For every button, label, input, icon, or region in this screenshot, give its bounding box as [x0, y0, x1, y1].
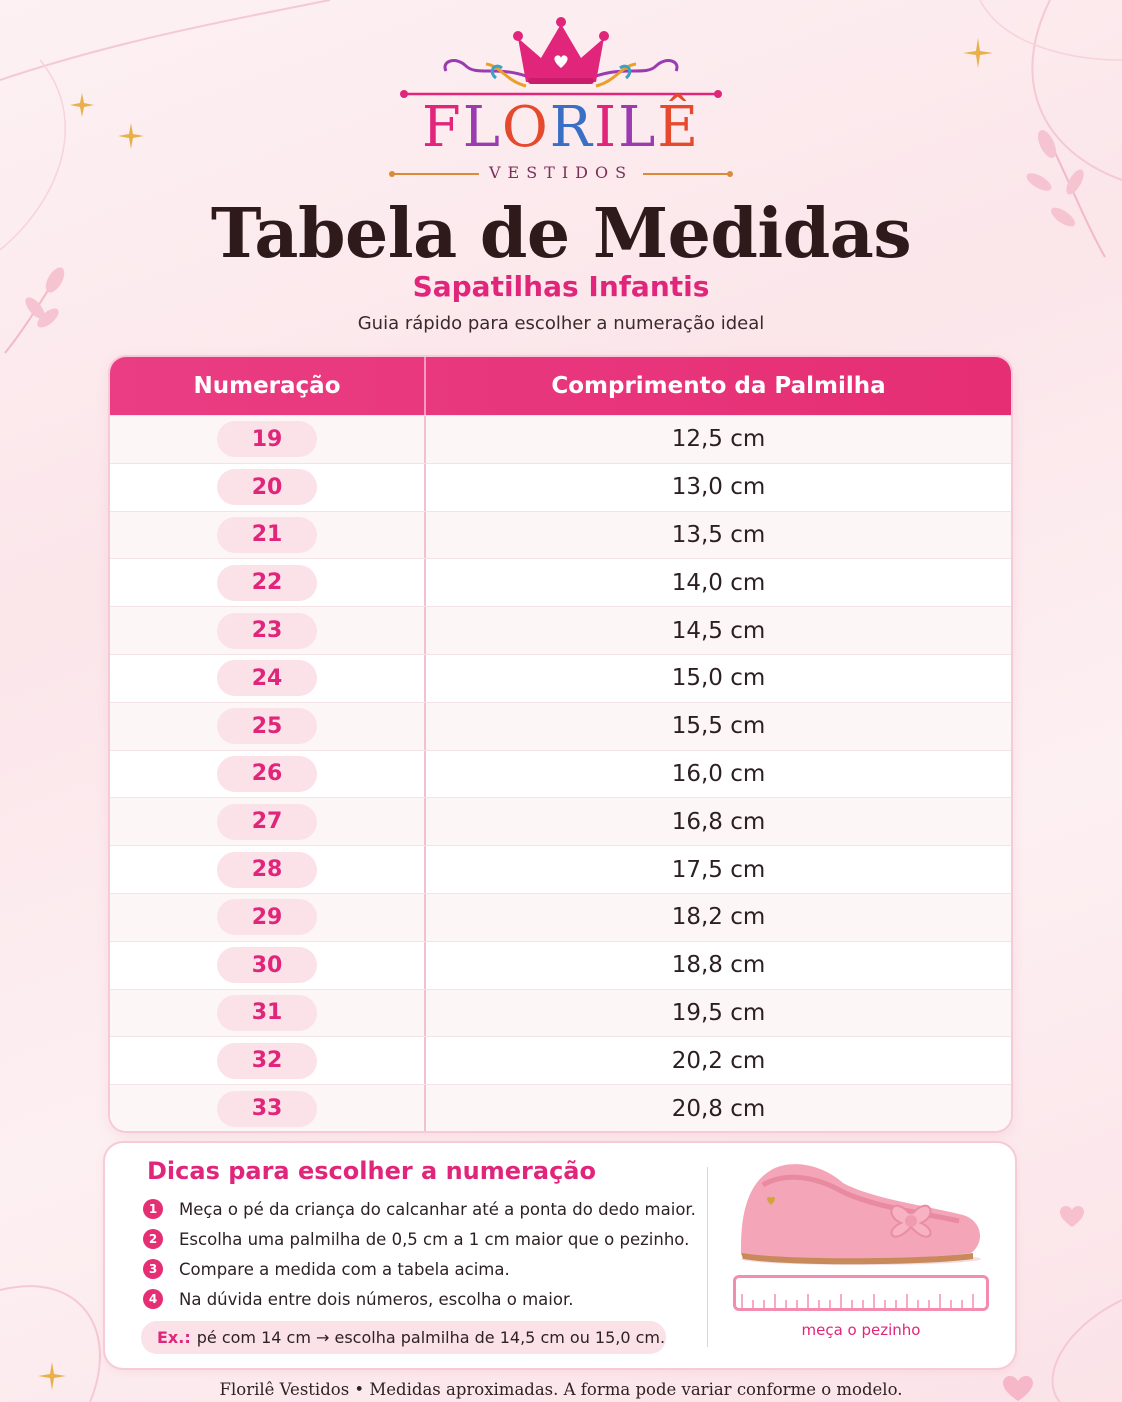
- size-cell: [110, 607, 426, 654]
- brand-logo: [0, 16, 1122, 106]
- tip-item: [143, 1289, 573, 1309]
- size-badge: 28: [217, 852, 317, 888]
- brand-letter: R: [549, 95, 594, 160]
- header-size: Numeração: [110, 357, 426, 415]
- tip-item: [143, 1229, 689, 1249]
- size-badge: 24: [217, 660, 317, 696]
- length-cell: 14,0 cm: [671, 569, 766, 596]
- size-cell: [110, 798, 426, 845]
- table-row: [110, 558, 1011, 606]
- table-row: [110, 893, 1011, 941]
- table-row: [110, 941, 1011, 989]
- length-cell: 18,2 cm: [671, 904, 766, 931]
- ruler-icon: [733, 1275, 989, 1311]
- table-row: [110, 415, 1011, 463]
- length-cell: 12,5 cm: [671, 426, 766, 453]
- tip-item: [143, 1199, 696, 1219]
- tip-text: Na dúvida entre dois números, escolha o maior.: [179, 1289, 574, 1309]
- example-label: Ex.:: [157, 1328, 191, 1347]
- measure-caption: meça o pezinho: [801, 1321, 921, 1339]
- length-cell: 13,0 cm: [671, 474, 766, 501]
- size-table: [110, 357, 1011, 1131]
- size-badge: 27: [217, 804, 317, 840]
- size-badge: 19: [217, 421, 317, 457]
- brand-letter: F: [421, 95, 463, 160]
- crown-icon: [396, 16, 726, 106]
- brand-letter: L: [618, 95, 658, 160]
- guide-text: Guia rápido para escolher a numeração ideal: [357, 313, 765, 334]
- size-cell: [110, 655, 426, 702]
- size-cell: [110, 1037, 426, 1084]
- size-badge: 25: [217, 708, 317, 744]
- tips-title: Dicas para escolher a numeração: [147, 1157, 596, 1185]
- shoe-illustration: [733, 1155, 989, 1267]
- size-cell: [110, 990, 426, 1037]
- size-badge: 21: [217, 517, 317, 553]
- tip-number: 4: [143, 1289, 163, 1309]
- brand-letter: I: [593, 95, 619, 160]
- size-badge: 31: [217, 995, 317, 1031]
- size-cell: [110, 1085, 426, 1131]
- tip-number: 1: [143, 1199, 163, 1219]
- tip-item: [143, 1259, 510, 1279]
- page-title: Tabela de Medidas: [210, 194, 912, 274]
- example-box: [141, 1321, 666, 1354]
- table-row: [110, 606, 1011, 654]
- brand-letter: Ê: [657, 95, 701, 160]
- length-cell: 20,8 cm: [671, 1095, 766, 1122]
- size-cell: [110, 559, 426, 606]
- table-row: [110, 654, 1011, 702]
- tips-card: [105, 1143, 1015, 1368]
- size-badge: 23: [217, 613, 317, 649]
- length-cell: 20,2 cm: [671, 1047, 766, 1074]
- table-row: [110, 463, 1011, 511]
- size-badge: 26: [217, 756, 317, 792]
- divider: [707, 1167, 708, 1347]
- table-header: [110, 357, 1011, 415]
- table-row: [110, 511, 1011, 559]
- size-badge: 32: [217, 1043, 317, 1079]
- size-cell: [110, 751, 426, 798]
- size-cell: [110, 942, 426, 989]
- table-row: [110, 797, 1011, 845]
- length-cell: 15,0 cm: [671, 665, 766, 692]
- size-cell: [110, 846, 426, 893]
- length-cell: 18,8 cm: [671, 952, 766, 979]
- length-cell: 16,0 cm: [671, 760, 766, 787]
- length-cell: 14,5 cm: [671, 617, 766, 644]
- length-cell: 17,5 cm: [671, 856, 766, 883]
- brand-letter: O: [501, 95, 550, 160]
- size-badge: 29: [217, 899, 317, 935]
- table-row: [110, 750, 1011, 798]
- length-cell: 19,5 cm: [671, 999, 766, 1026]
- table-row: [110, 1084, 1011, 1131]
- example-text: pé com 14 cm → escolha palmilha de 14,5 cm ou 15,0 cm.: [196, 1328, 666, 1347]
- size-cell: [110, 464, 426, 511]
- tip-number: 2: [143, 1229, 163, 1249]
- tip-text: Escolha uma palmilha de 0,5 cm a 1 cm maior que o pezinho.: [179, 1229, 690, 1249]
- table-row: [110, 702, 1011, 750]
- table-row: [110, 1036, 1011, 1084]
- tip-text: Compare a medida com a tabela acima.: [179, 1259, 510, 1279]
- brand-subtitle: VESTIDOS: [0, 163, 1122, 182]
- length-cell: 13,5 cm: [671, 521, 766, 548]
- size-badge: 22: [217, 565, 317, 601]
- footer-note: Florilê Vestidos • Medidas aproximadas. A forma pode variar conforme o modelo.: [219, 1380, 903, 1399]
- size-cell: [110, 416, 426, 463]
- size-cell: [110, 894, 426, 941]
- table-row: [110, 989, 1011, 1037]
- brand-letter: L: [462, 95, 502, 160]
- page-subtitle: Sapatilhas Infantis: [412, 270, 710, 303]
- heart-icon: [1060, 1206, 1084, 1228]
- size-badge: 20: [217, 469, 317, 505]
- brand-name: [0, 95, 1122, 160]
- size-cell: [110, 512, 426, 559]
- table-row: [110, 845, 1011, 893]
- size-cell: [110, 703, 426, 750]
- size-badge: 30: [217, 947, 317, 983]
- tip-number: 3: [143, 1259, 163, 1279]
- length-cell: 16,8 cm: [671, 808, 766, 835]
- tip-text: Meça o pé da criança do calcanhar até a ponta do dedo maior.: [179, 1199, 696, 1219]
- size-badge: 33: [217, 1091, 317, 1127]
- table-body: [110, 415, 1011, 1131]
- header-length: Comprimento da Palmilha: [551, 373, 886, 399]
- length-cell: 15,5 cm: [671, 713, 766, 740]
